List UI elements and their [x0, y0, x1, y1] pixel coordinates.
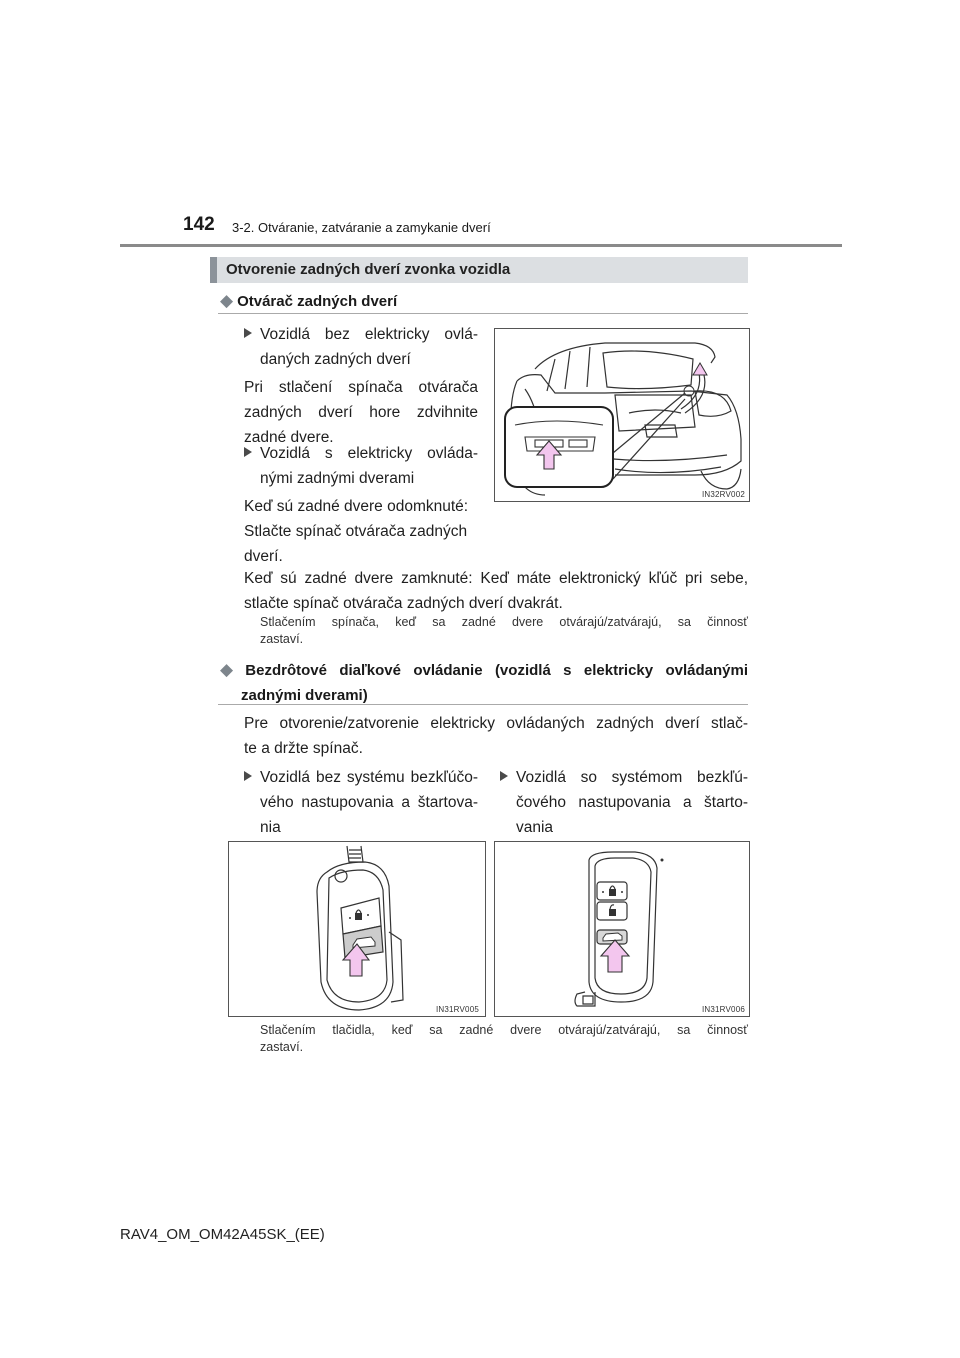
bullet-2 — [244, 441, 478, 491]
triangle-bullet-icon — [244, 447, 252, 457]
bullet-3 — [244, 765, 478, 840]
subsection-heading-2 — [220, 657, 748, 708]
bullet-3-line-2: vého nastupovania a štartova- — [260, 794, 478, 811]
subsection-rule-2 — [218, 704, 748, 705]
bullet-2-line-2: nými zadnými dverami — [260, 470, 415, 487]
paragraph-3 — [244, 566, 748, 616]
document-code: RAV4_OM_OM42A45SK_(EE) — [120, 1226, 325, 1243]
subsection-heading-1 — [220, 288, 397, 314]
note-1 — [260, 614, 748, 648]
note-2-line-1: Stlačením tlačidla, keď sa zadné dvere otvárajú/zatvárajú, sa činnosť — [260, 1023, 748, 1037]
header-rule — [120, 244, 842, 247]
section-heading — [210, 257, 748, 283]
rear-car-illustration — [495, 329, 749, 501]
paragraph-4-line-2: te a držte spínač. — [244, 740, 363, 757]
figure-code-3: IN31RV006 — [701, 1005, 745, 1014]
paragraph-1-line-2: zadných dverí hore zdvihnite — [244, 404, 478, 421]
bullet-4-line-1: Vozidlá so systémom bezkľú- — [516, 769, 748, 786]
paragraph-4 — [244, 711, 748, 761]
paragraph-2-line-1: Keď sú zadné dvere odomknuté: — [244, 498, 469, 515]
diamond-icon: ◆ — [220, 660, 242, 679]
subsection-rule-1 — [218, 313, 748, 314]
figure-flip-key — [228, 841, 486, 1017]
bullet-1 — [244, 322, 478, 372]
note-1-line-1: Stlačením spínača, keď sa zadné dvere otvárajú/zatvárajú, sa činnosť — [260, 615, 748, 629]
paragraph-3-line-1: Keď sú zadné dvere zamknuté: Keď máte elektronický kľúč pri sebe, — [244, 570, 748, 587]
page-number: 142 — [183, 214, 215, 235]
bullet-3-line-3: nia — [260, 819, 281, 836]
bullet-3-line-1: Vozidlá bez systému bezkľúčo- — [260, 769, 478, 786]
subsection-title-1: Otvárač zadných dverí — [237, 293, 398, 310]
bullet-2-line-1: Vozidlá s elektricky ovláda- — [260, 445, 478, 462]
paragraph-3-line-2: stlačte spínač otvárača zadných dverí dvakrát. — [244, 595, 563, 612]
paragraph-1 — [244, 375, 478, 450]
bullet-4-line-2: čového nastupovania a štarto- — [516, 794, 748, 811]
figure-code-2: IN31RV005 — [435, 1005, 479, 1014]
subsection-title-2-line-1: Bezdrôtové diaľkové ovládanie (vozidlá s elektricky ovládanými — [245, 662, 749, 679]
bullet-4 — [500, 765, 748, 840]
subsection-title-2-line-2: zadnými dverami) — [241, 687, 368, 704]
paragraph-1-line-3: zadné dvere. — [244, 429, 334, 446]
chapter-title: 3-2. Otváranie, zatváranie a zamykanie dverí — [232, 220, 491, 235]
paragraph-2 — [244, 494, 488, 569]
figure-smart-key — [494, 841, 750, 1017]
triangle-bullet-icon — [244, 328, 252, 338]
paragraph-2-line-3: dverí. — [244, 548, 283, 565]
paragraph-2-line-2: Stlačte spínač otvárača zadných — [244, 523, 468, 540]
note-1-line-2: zastaví. — [260, 632, 304, 646]
note-2 — [260, 1022, 748, 1056]
figure-code-1: IN32RV002 — [701, 490, 745, 499]
triangle-bullet-icon — [244, 771, 252, 781]
note-2-line-2: zastaví. — [260, 1040, 304, 1054]
diamond-icon: ◆ — [220, 291, 234, 310]
paragraph-4-line-1: Pre otvorenie/zatvorenie elektricky ovládaných zadných dverí stlač- — [244, 715, 748, 732]
flip-key-illustration — [229, 842, 485, 1016]
bullet-1-line-2: daných zadných dverí — [260, 351, 411, 368]
bullet-1-line-1: Vozidlá bez elektricky ovlá- — [260, 326, 478, 343]
bullet-4-line-3: vania — [516, 819, 554, 836]
section-title: Otvorenie zadných dverí zvonka vozidla — [226, 261, 511, 278]
paragraph-1-line-1: Pri stlačení spínača otvárača — [244, 379, 478, 396]
figure-rear-door-opener — [494, 328, 750, 502]
triangle-bullet-icon — [500, 771, 508, 781]
smart-key-illustration — [495, 842, 749, 1016]
section-accent — [210, 257, 217, 283]
